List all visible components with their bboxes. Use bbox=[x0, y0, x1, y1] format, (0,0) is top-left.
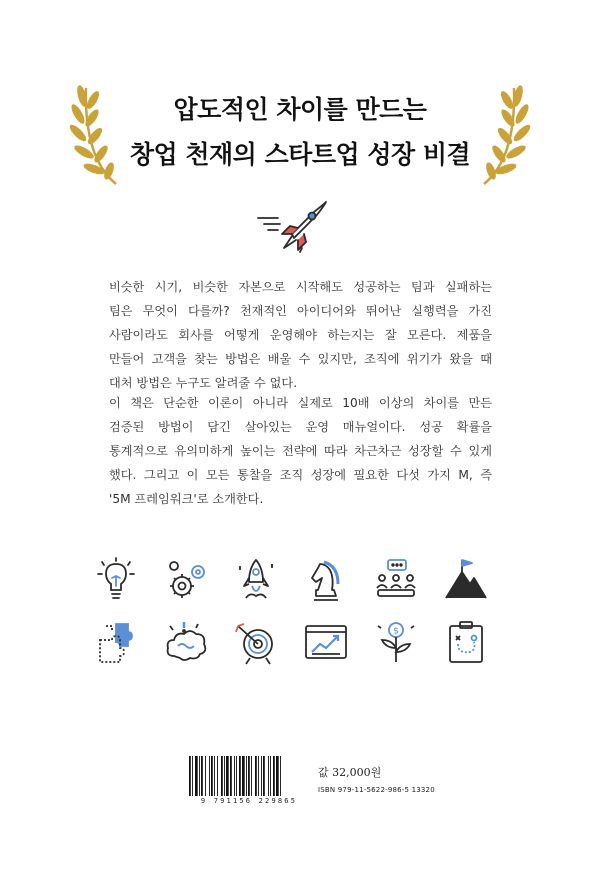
barcode-bar bbox=[248, 756, 250, 796]
strategy-board-icon bbox=[442, 618, 490, 666]
barcode-bar bbox=[251, 756, 252, 796]
body-line-1: 비슷한 시기, 비슷한 자본으로 시작해도 성공하는 팀과 실패하는 bbox=[109, 280, 492, 294]
brainstorm-cloud-icon bbox=[162, 618, 210, 666]
barcode-bar bbox=[209, 756, 210, 796]
barcode-bar bbox=[226, 756, 229, 796]
barcode-bar bbox=[214, 756, 215, 796]
barcode-bar bbox=[242, 756, 245, 796]
barcode-bar bbox=[234, 756, 235, 796]
body-line-10: '5M 프레임워크'로 소개한다. bbox=[109, 492, 264, 506]
target-icon bbox=[232, 618, 280, 666]
barcode-bar bbox=[195, 756, 198, 796]
lightbulb-icon bbox=[92, 556, 140, 604]
barcode-number: 9 791156 229865 bbox=[200, 797, 298, 805]
isbn-label: ISBN 979-11-5622-986-5 13320 bbox=[318, 786, 435, 794]
barcode-bar bbox=[258, 756, 259, 796]
barcode-bar bbox=[255, 756, 257, 796]
body-line-2: 팀은 무엇이 다를까? 천재적인 아이디어와 뛰어난 실행력을 가진 bbox=[109, 304, 492, 318]
body-line-8: 통계적으로 유의미하게 높이는 전략에 따라 차근차근 성장할 수 있게 bbox=[109, 444, 492, 458]
body-line-3: 사람이라도 회사를 어떻게 운영해야 하는지는 잘 모른다. 제품을 bbox=[109, 328, 492, 342]
chess-knight-icon bbox=[302, 556, 350, 604]
body-line-7: 검증된 방법이 담긴 살아있는 운영 매뉴얼이다. 성공 확률을 bbox=[109, 420, 492, 434]
mountain-flag-icon bbox=[442, 556, 490, 604]
gears-icon bbox=[162, 556, 210, 604]
body-line-9: 했다. 그리고 이 모든 통찰을 조직 성장에 필요한 다섯 가지 M, 즉 bbox=[109, 468, 492, 482]
price-label: 값 32,000원 bbox=[318, 766, 382, 779]
barcode-bar bbox=[273, 756, 275, 796]
headline-line-2: 창업 천재의 스타트업 성장 비결 bbox=[129, 140, 471, 169]
barcode-bar bbox=[230, 756, 232, 796]
growth-chart-icon bbox=[302, 618, 350, 666]
barcode-bar bbox=[224, 756, 225, 796]
body-line-5: 대처 방법은 누구도 알려줄 수 없다. bbox=[109, 376, 298, 390]
barcode-bar bbox=[211, 756, 213, 796]
barcode-bar bbox=[205, 756, 206, 796]
barcode-bar bbox=[280, 756, 281, 796]
rocket-icon bbox=[252, 196, 332, 256]
rocket-launch-icon bbox=[232, 556, 280, 604]
barcode bbox=[187, 756, 311, 796]
money-plant-icon bbox=[372, 618, 420, 666]
barcode-bar bbox=[239, 756, 241, 796]
body-line-6: 이 책은 단순한 이론이 아니라 실제로 10배 이상의 차이를 만든 bbox=[109, 396, 492, 410]
svg-text:$: $ bbox=[393, 626, 399, 637]
puzzle-icon bbox=[92, 618, 140, 666]
barcode-bar bbox=[192, 756, 193, 796]
barcode-bar bbox=[221, 756, 223, 796]
barcode-bar bbox=[236, 756, 237, 796]
barcode-bar bbox=[261, 756, 262, 796]
barcode-bar bbox=[246, 756, 247, 796]
barcode-bar bbox=[276, 756, 279, 796]
barcode-bar bbox=[263, 756, 265, 796]
body-line-4: 만들어 고객을 찾는 방법은 배울 수 있지만, 조직에 위기가 왔을 때 bbox=[109, 352, 492, 366]
barcode-bar bbox=[201, 756, 203, 796]
barcode-bar bbox=[199, 756, 200, 796]
meeting-icon bbox=[372, 556, 420, 604]
barcode-bar bbox=[189, 756, 191, 796]
barcode-bar bbox=[217, 756, 218, 796]
headline-line-1: 압도적인 차이를 만드는 bbox=[173, 95, 427, 124]
barcode-bar bbox=[270, 756, 271, 796]
barcode-bar bbox=[268, 756, 269, 796]
